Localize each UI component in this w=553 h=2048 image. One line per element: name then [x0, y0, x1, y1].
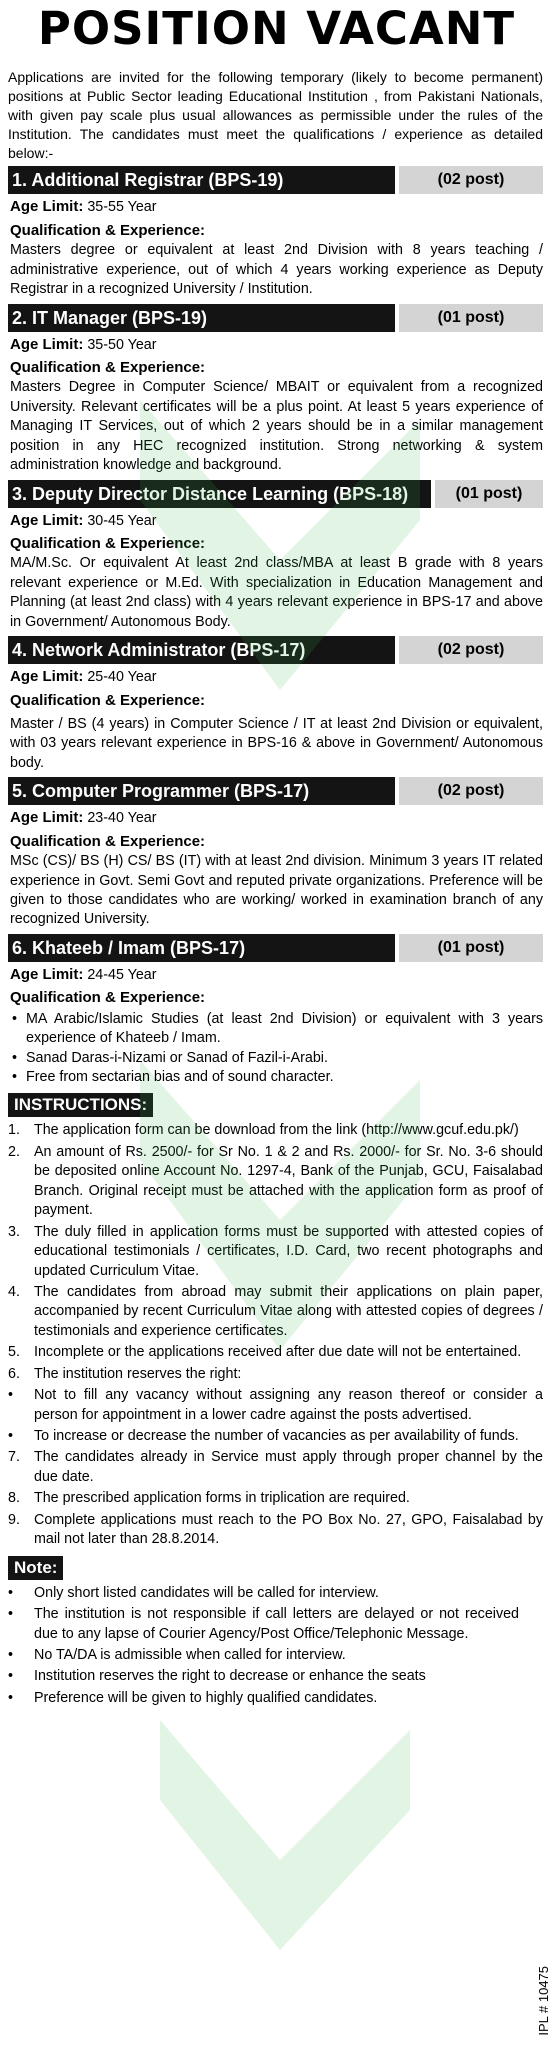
qualification-label: Qualification & Experience: — [10, 691, 206, 709]
list-item: • MA Arabic/Islamic Studies (at least 2nd Division) or equivalent with 3 years experience of Khateeb / Imam. — [10, 1010, 543, 1049]
post-count: (02 post) — [399, 777, 543, 805]
list-item — [8, 1511, 543, 1550]
qualification-label: Qualification & Experience: — [10, 535, 206, 553]
age-value: 25-40 Year — [87, 669, 157, 686]
post-header — [8, 777, 543, 805]
post-body — [8, 197, 543, 299]
bullet-mark: • — [8, 1668, 14, 1685]
qualification-label: Qualification & Experience: — [10, 359, 206, 377]
list-item — [8, 1605, 519, 1644]
age-value: 23-40 Year — [87, 810, 157, 827]
list-item — [8, 1584, 519, 1603]
age-value: 35-50 Year — [87, 336, 157, 353]
item-number: 6. — [8, 1365, 20, 1382]
item-text: Incomplete or the applications received after due date will not be entertained. — [34, 1344, 522, 1361]
age-label: Age Limit: — [10, 198, 84, 216]
intro-paragraph: Applications are invited for the following temporary (likely to become permanent) positions at Public Sector leading Educational Institution , from Pakistani Nationals, with given pay scale plus usual allowances as permissible under the rules of the Institution. The candidates must meet the qualifications / experience as detailed below:- — [8, 69, 543, 161]
qualification-text: MA/M.Sc. Or equivalent At least 2nd class/MBA at least B grade with 8 years relevant experience or M.Ed. With specialization in Education Management and Planning (at least 2nd class) with 4 years relevant experience in BPS-17 and above in Government/ Autonomous Body. — [10, 555, 543, 630]
bullet-mark: • — [8, 1428, 14, 1445]
age-label: Age Limit: — [10, 965, 84, 983]
list-item — [8, 1386, 543, 1425]
age-label: Age Limit: — [10, 511, 84, 529]
post-body — [8, 965, 543, 1088]
post-title: 6. Khateeb / Imam (BPS-17) — [8, 934, 395, 962]
post-header — [8, 934, 543, 962]
item-number: 7. — [8, 1449, 20, 1466]
item-text: Institution reserves the right to decrease or enhance the seats — [34, 1668, 426, 1685]
list-item — [8, 1283, 543, 1341]
qualification-text: Masters Degree in Computer Science/ MBAIT or equivalent from a recognized University. Relevant certificates will be a plus point. At least 5 years experience of Managing IT Services, out of which 2 years should be in a similar management position in any HEC recognized institution. Strong networking & system administration knowledge and background. — [10, 379, 543, 474]
page-title: POSITION VACANT — [37, 2, 516, 55]
post-4 — [8, 636, 543, 773]
age-value: 24-45 Year — [87, 966, 157, 983]
list-item — [8, 1143, 543, 1221]
item-text: An amount of Rs. 2500/- for Sr No. 1 & 2 and Rs. 2000/- for Sr. No. 3-6 should be deposited online Account No. 1297-4, Bank of the Punjab, GCU, Faisalabad Branch. Original receipt must be attached with the application form as proof of payment. — [34, 1143, 543, 1219]
bullet-mark: • — [8, 1584, 14, 1601]
bullet-mark: • — [8, 1387, 14, 1404]
post-header — [8, 480, 543, 508]
item-number: 9. — [8, 1511, 20, 1528]
item-text: No TA/DA is admissible when called for interview. — [34, 1646, 346, 1663]
post-2 — [8, 304, 543, 476]
bullet-mark: • — [8, 1689, 14, 1706]
post-3 — [8, 480, 543, 633]
post-count: (02 post) — [399, 636, 543, 664]
qualification-text: Master / BS (4 years) in Computer Science / IT at least 2nd Division or equivalent, with 03 years relevant experience in BPS-16 & above in Government/ Autonomous body. — [10, 716, 543, 771]
qualification-text: MSc (CS)/ BS (H) CS/ BS (IT) with at least 2nd division. Minimum 3 years IT related experience in Govt. Semi Govt and reputed private organizations. Preference will be given to those candidates who are working/ worked in examination branch of any recognized University. — [10, 853, 543, 928]
post-body — [8, 808, 543, 930]
list-item — [8, 1223, 543, 1281]
post-header — [8, 304, 543, 332]
qualification-list — [10, 1010, 543, 1088]
qualification-label: Qualification & Experience: — [10, 221, 206, 239]
instructions-heading: INSTRUCTIONS: — [8, 1093, 153, 1117]
instructions-list — [8, 1121, 543, 1549]
list-item — [8, 1365, 543, 1384]
post-body — [8, 667, 543, 773]
age-label: Age Limit: — [10, 809, 84, 827]
list-item — [8, 1667, 519, 1686]
post-body — [8, 511, 543, 633]
item-text: Preference will be given to highly qualified candidates. — [34, 1689, 378, 1706]
age-value: 35-55 Year — [87, 199, 157, 216]
item-number: 2. — [8, 1143, 20, 1160]
item-text: Only short listed candidates will be called for interview. — [34, 1584, 379, 1601]
qualification-label: Qualification & Experience: — [10, 989, 206, 1007]
list-item — [8, 1646, 519, 1665]
item-text: The candidates already in Service must apply through proper channel by the due date. — [34, 1449, 543, 1485]
post-5 — [8, 777, 543, 930]
list-item — [8, 1427, 543, 1446]
post-title: 5. Computer Programmer (BPS-17) — [8, 777, 395, 805]
qualification-text: Masters degree or equivalent at least 2nd Division with 8 years teaching / administrative experience, out of which 4 years working experience as Deputy Registrar in a recognized University / Institution. — [10, 242, 543, 298]
item-text: Complete applications must reach to the PO Box No. 27, GPO, Faisalabad by mail not later than 28.8.2014. — [34, 1511, 543, 1548]
item-text: The candidates from abroad may submit their applications on plain paper, accompanied by recent Curriculum Vitae along with attested copies of degrees / testimonials and experience certificates. — [34, 1283, 543, 1339]
post-1 — [8, 166, 543, 299]
post-header — [8, 636, 543, 664]
item-number: 3. — [8, 1223, 20, 1240]
note-heading: Note: — [8, 1556, 63, 1580]
post-count: (01 post) — [435, 480, 543, 508]
post-title: 2. IT Manager (BPS-19) — [8, 304, 395, 332]
age-label: Age Limit: — [10, 668, 84, 686]
item-number: 1. — [8, 1122, 20, 1139]
post-6 — [8, 934, 543, 1088]
post-count: (01 post) — [399, 304, 543, 332]
list-item: • Free from sectarian bias and of sound character. — [10, 1068, 543, 1087]
post-title: 3. Deputy Director Distance Learning (BPS-18) — [8, 480, 431, 508]
item-text: Not to fill any vacancy without assigning any reason thereof or consider a person for appointment in a lower cadre against the posts advertised. — [34, 1387, 543, 1423]
item-text: To increase or decrease the number of vacancies as per availability of funds. — [34, 1428, 519, 1445]
age-label: Age Limit: — [10, 335, 84, 353]
post-title: 4. Network Administrator (BPS-17) — [8, 636, 395, 664]
item-text: The prescribed application forms in triplication are required. — [34, 1490, 410, 1507]
post-title: 1. Additional Registrar (BPS-19) — [8, 166, 395, 194]
age-value: 30-45 Year — [87, 512, 157, 529]
bullet-mark: • — [8, 1606, 14, 1623]
ipl-number: IPL # 10475 — [536, 1966, 551, 2036]
list-item — [8, 1121, 543, 1140]
item-text: The institution reserves the right: — [34, 1365, 242, 1382]
qualification-label: Qualification & Experience: — [10, 832, 206, 850]
post-header — [8, 166, 543, 194]
list-item — [8, 1343, 543, 1362]
item-number: 5. — [8, 1344, 20, 1361]
item-text: The duly filled in application forms must be supported with attested copies of educational testimonials / certificates, I.D. Card, two recent photographs and updated Curriculum Vitae. — [34, 1223, 543, 1279]
list-item: • Sanad Daras-i-Nizami or Sanad of Fazil-i-Arabi. — [10, 1049, 543, 1068]
list-item — [8, 1448, 543, 1487]
item-text: The application form can be download from the link (http://www.gcuf.edu.pk/) — [34, 1122, 519, 1139]
post-count: (01 post) — [399, 934, 543, 962]
list-item — [8, 1489, 543, 1508]
item-number: 8. — [8, 1490, 20, 1507]
post-count: (02 post) — [399, 166, 543, 194]
notes-list — [8, 1584, 519, 1709]
item-number: 4. — [8, 1283, 20, 1300]
bullet-mark: • — [8, 1646, 14, 1663]
list-item — [8, 1689, 519, 1708]
post-body — [8, 335, 543, 476]
item-text: The institution is not responsible if call letters are delayed or not received due to any lapse of Courier Agency/Post Office/Telephonic Message. — [34, 1606, 519, 1642]
